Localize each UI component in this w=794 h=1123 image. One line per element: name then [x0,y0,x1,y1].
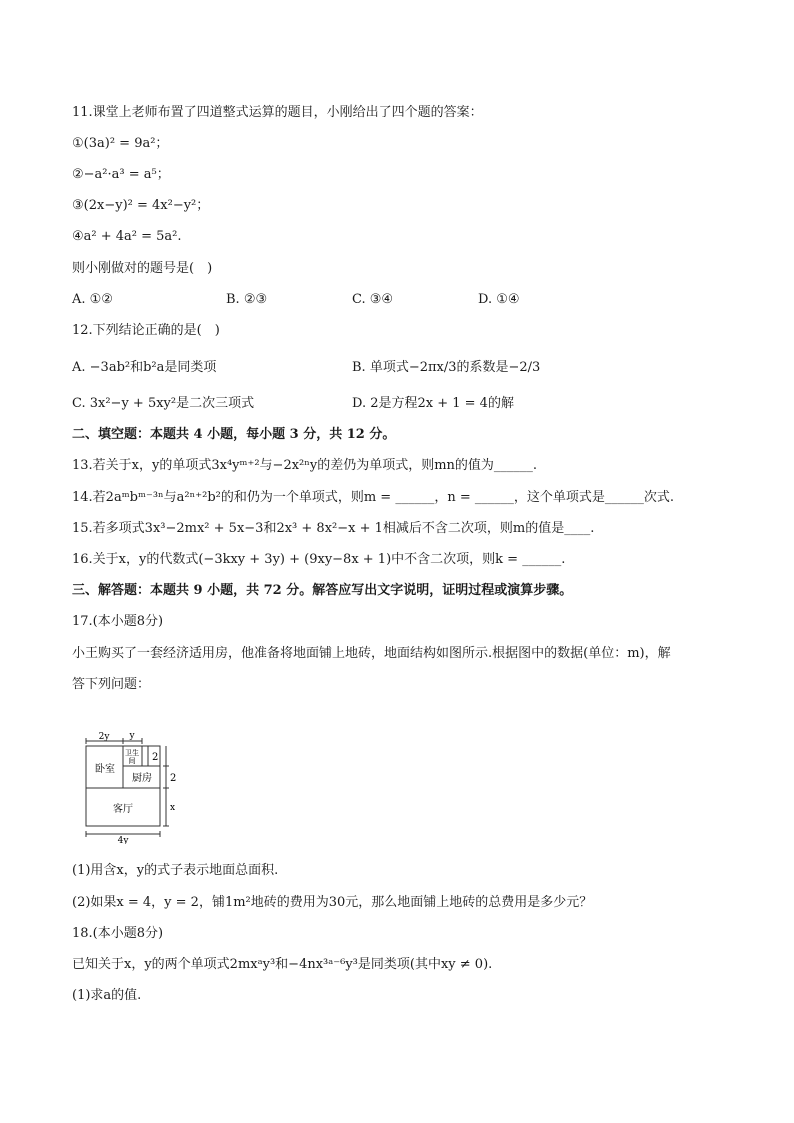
q17-part-1: (1)用含x，y的式子表示地面总面积. [72,863,279,878]
dim-bottom: 4y [117,836,129,844]
q11-item-4: ④a² + 4a² = 5a². [72,229,182,244]
dim-top-left: 2y [98,732,110,742]
q12-option-d: D. 2是方程2x + 1 = 4的解 [352,396,514,411]
q18-body: 已知关于x，y的两个单项式2mxᵃy³和−4nx³ᵃ⁻⁶y³是同类项(其中xy ≠ 0). [72,957,493,972]
q17-head: 17.(本小题8分) [72,614,164,629]
q11-question: 则小刚做对的题号是( ) [72,261,213,276]
q11-option-b: B. ②③ [226,292,268,307]
q18-head: 18.(本小题8分) [72,926,164,941]
q13: 13.若关于x，y的单项式3x⁴yᵐ⁺²与−2x²ⁿy的差仍为单项式，则mn的值为______. [72,458,538,473]
q11-stem: 11.课堂上老师布置了四道整式运算的题目，小刚给出了四个题的答案： [72,105,483,120]
dim-right-top: 2 [152,752,159,763]
q11-option-d: D. ①④ [478,292,520,307]
q12-option-b: B. 单项式−2πx/3的系数是−2/3 [352,360,541,375]
q16: 16.关于x，y的代数式(−3kxy + 3y) + (9xy−8x + 1)中不含二次项，则k = ______. [72,552,566,567]
q18-part-1: (1)求a的值. [72,988,142,1003]
q11-item-2: ②−a²·a³ = a⁵； [72,167,170,182]
q11-option-c: C. ③④ [352,292,394,307]
room-bedroom: 卧室 [95,764,115,775]
section-fill-blank-heading: 二、填空题：本题共 4 小题，每小题 3 分，共 12 分。 [72,427,396,442]
q17-body-line-2: 答下列问题： [72,677,151,692]
q15: 15.若多项式3x³−2mx² + 5x−3和2x³ + 8x²−x + 1相减后不含二次项，则m的值是____. [72,521,595,536]
q11-item-1: ①(3a)² = 9a²； [72,136,169,151]
dim-right-mid: 2 [170,773,177,784]
dim-right-bottom: x [170,803,176,813]
q14: 14.若2aᵐbᵐ⁻³ⁿ与a²ⁿ⁺²b²的和仍为一个单项式，则m = ______，n = ______，这个单项式是______次式. [72,490,674,505]
q17-body-line-1: 小王购买了一套经济适用房，他准备将地面铺上地砖，地面结构如图所示.根据图中的数据(单位：m)，解 [72,646,671,661]
room-living: 客厅 [113,804,133,815]
q11-item-3: ③(2x−y)² = 4x²−y²； [72,198,210,213]
room-bath-line-2: 间 [128,757,136,765]
q12-option-c: C. 3x²−y + 5xy²是二次三项式 [72,396,255,411]
q12-option-a: A. −3ab²和b²a是同类项 [72,360,217,375]
room-kitchen: 厨房 [132,773,152,784]
room-bath-line-1: 卫生 [125,749,139,757]
q11-option-a: A. ①② [72,292,113,307]
q17-part-2: (2)如果x = 4，y = 2，铺1m²地砖的费用为30元，那么地面铺上地砖的总费用是多少元？ [72,895,593,910]
section-answer-heading: 三、解答题：本题共 9 小题，共 72 分。解答应写出文字说明，证明过程或演算步骤。 [72,583,573,598]
q12-stem: 12.下列结论正确的是( ) [72,323,220,338]
floor-plan-figure [80,732,190,844]
dim-top-right: y [129,732,135,741]
